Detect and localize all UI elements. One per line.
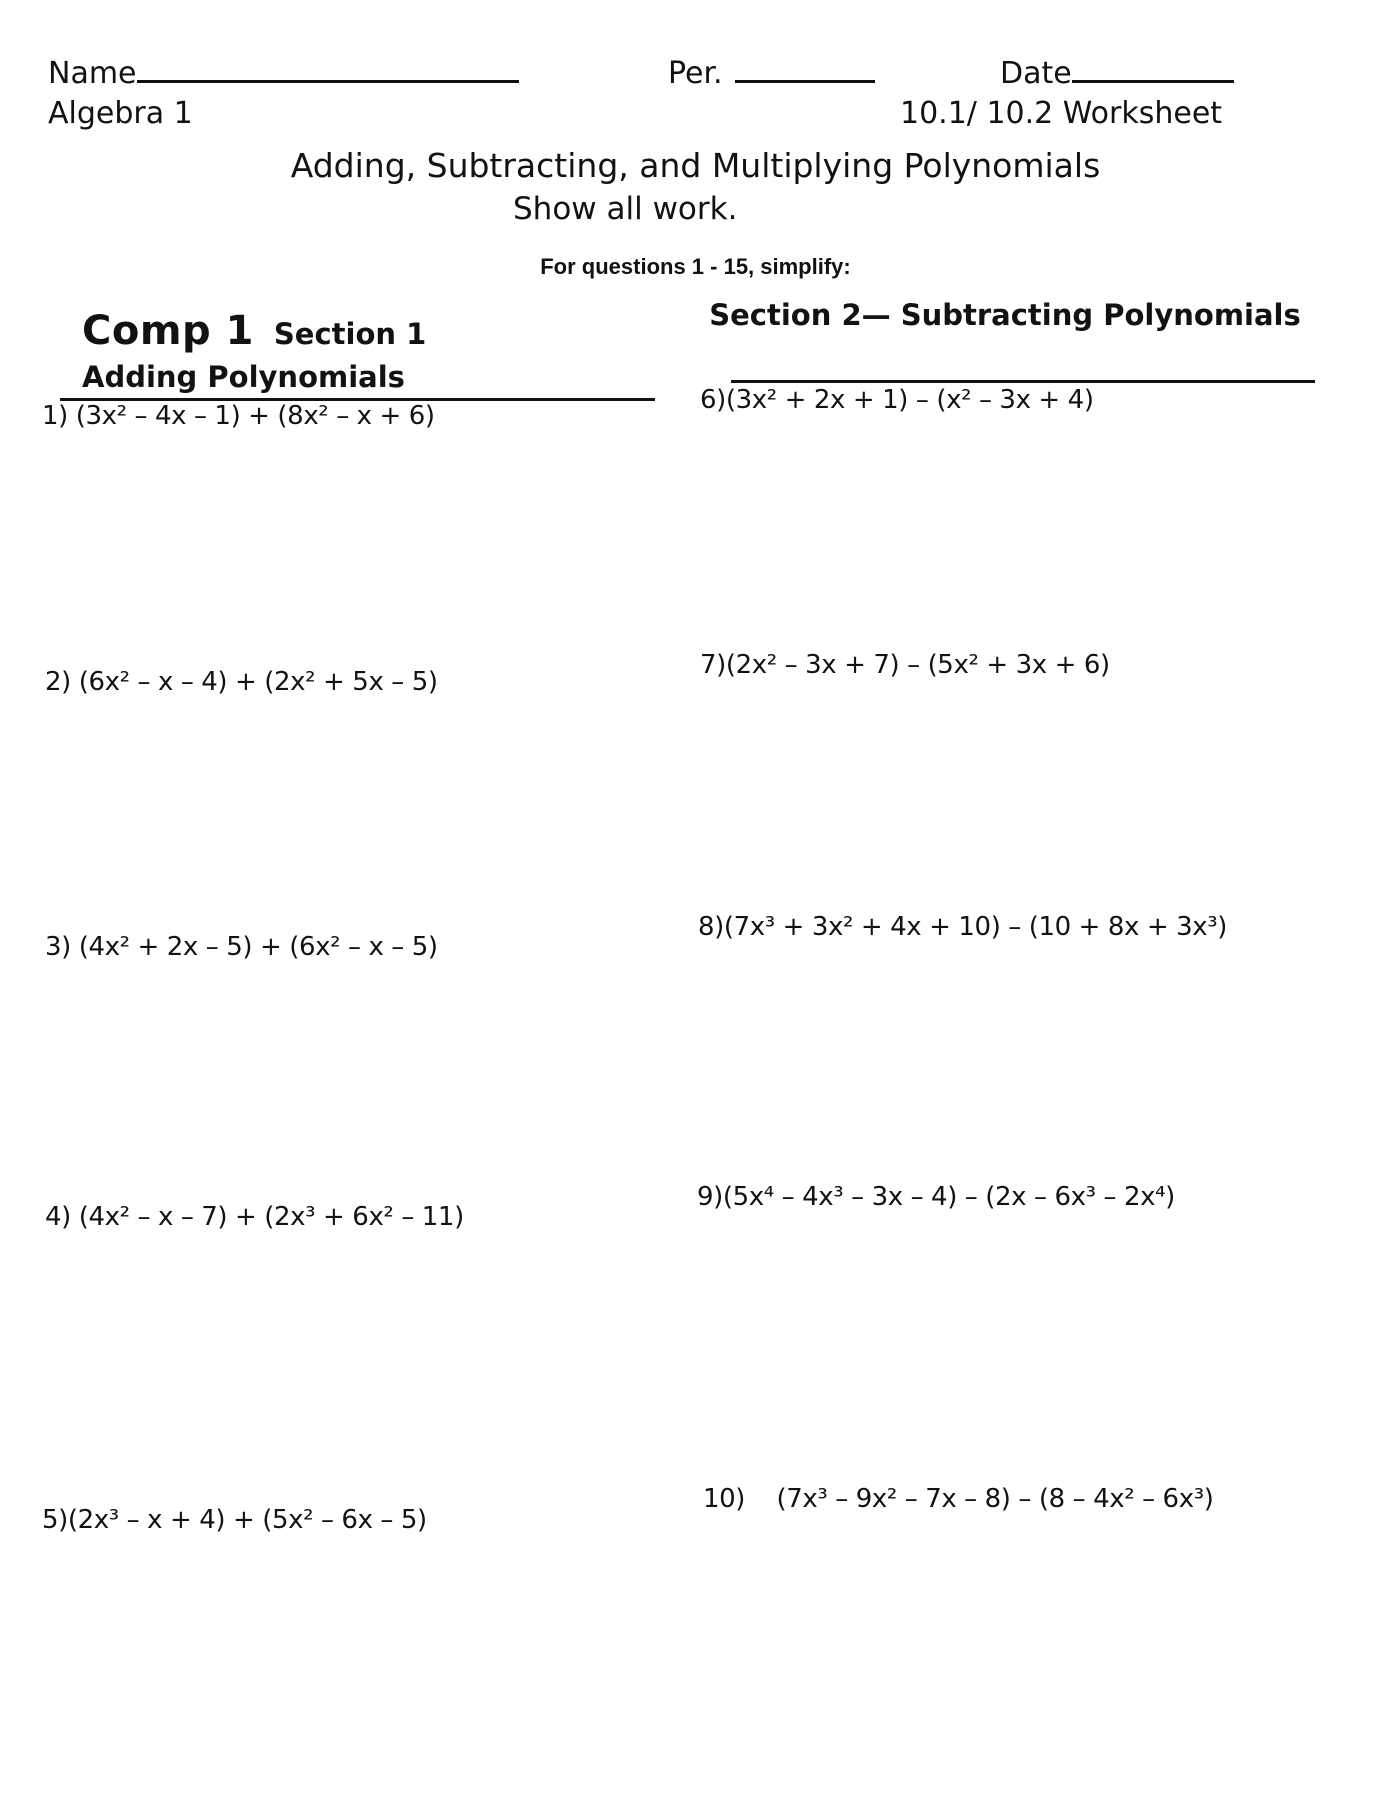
section1-subheading: Adding Polynomials [82,360,405,394]
comp-label: Comp 1 [82,308,254,354]
question-3: 3) (4x² + 2x – 5) + (6x² – x – 5) [45,932,438,962]
question-6: 6)(3x² + 2x + 1) – (x² – 3x + 4) [700,385,1094,415]
section2-divider-line [731,380,1315,383]
instruction-line: For questions 1 - 15, simplify: [540,254,851,279]
section1-header [82,308,426,354]
worksheet-reference: 10.1/ 10.2 Worksheet [900,96,1223,131]
worksheet-subtitle: Show all work. [513,191,738,227]
section2-heading: Section 2— Subtracting Polynomials [709,298,1301,332]
question-8: 8)(7x³ + 3x² + 4x + 10) – (10 + 8x + 3x³) [698,912,1228,942]
section1-label: Section 1 [273,317,427,351]
name-field [48,56,519,92]
question-9: 9)(5x⁴ – 4x³ – 3x – 4) – (2x – 6x³ – 2x⁴) [697,1182,1175,1212]
worksheet-title: Adding, Subtracting, and Multiplying Polynomials [290,146,1101,185]
question-7: 7)(2x² – 3x + 7) – (5x² + 3x + 6) [700,650,1110,680]
period-label: Per. [668,56,723,91]
date-field [1000,56,1234,92]
course-name: Algebra 1 [48,96,193,131]
date-label: Date [1000,56,1072,91]
period-blank-line [735,56,875,83]
question-5: 5)(2x³ – x + 4) + (5x² – 6x – 5) [42,1505,427,1535]
question-4: 4) (4x² – x – 7) + (2x³ + 6x² – 11) [45,1202,464,1232]
question-10: 10) (7x³ – 9x² – 7x – 8) – (8 – 4x² – 6x³) [703,1484,1214,1514]
date-blank-line [1072,56,1234,83]
name-label: Name [48,56,137,91]
name-blank-line [137,56,519,83]
period-field [668,56,875,92]
question-1: 1) (3x² – 4x – 1) + (8x² – x + 6) [42,401,435,431]
question-2: 2) (6x² – x – 4) + (2x² + 5x – 5) [45,667,438,697]
